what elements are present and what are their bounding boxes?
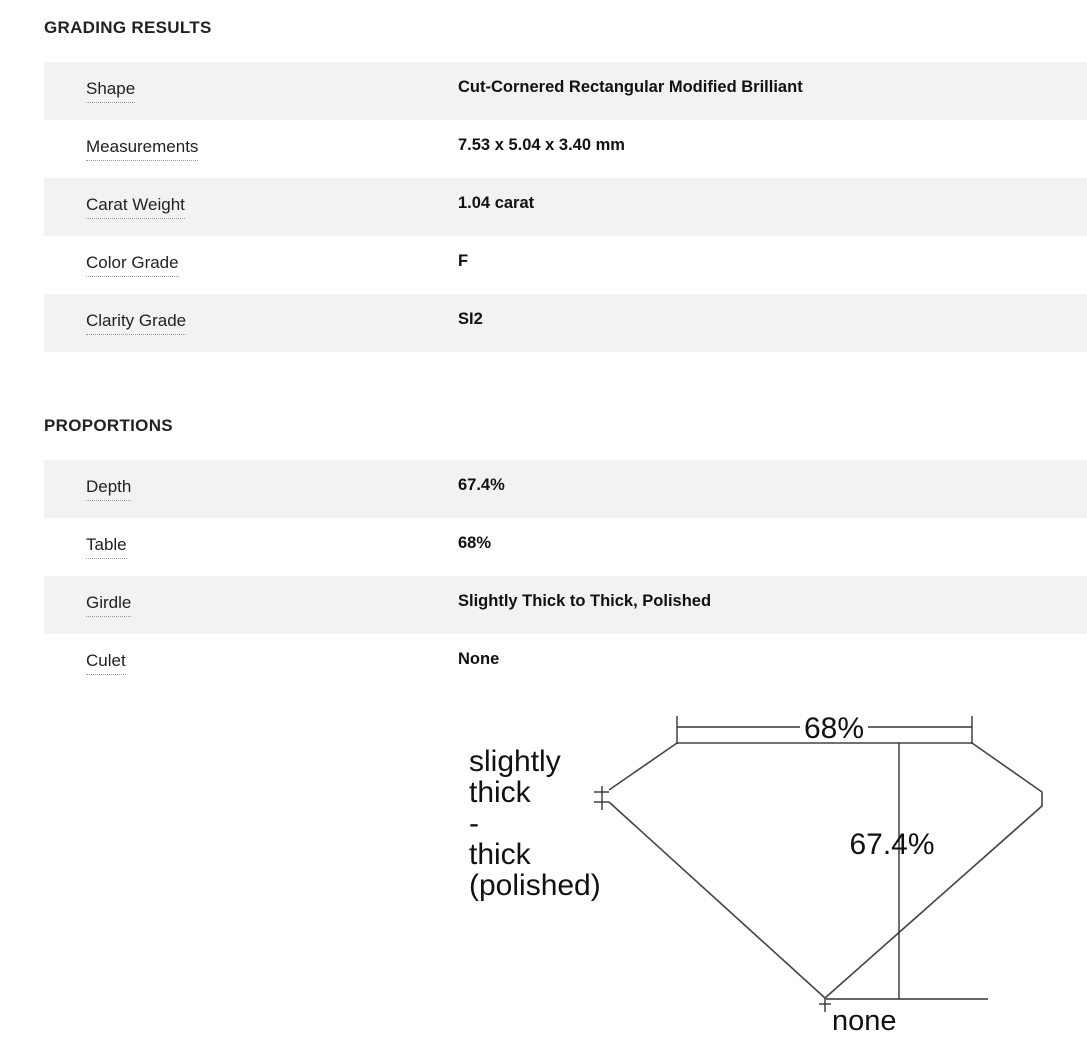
girdle-label[interactable]: Girdle [86, 593, 131, 617]
depth-value: 67.4% [458, 476, 505, 494]
girdle-text [469, 745, 601, 902]
grading-results-heading: GRADING RESULTS [44, 18, 212, 37]
girdle-marker [594, 786, 609, 810]
clarity-grade-value: SI2 [458, 310, 483, 328]
color-grade-value: F [458, 252, 469, 270]
girdle-value: Slightly Thick to Thick, Polished [458, 592, 712, 610]
measurements-label[interactable]: Measurements [86, 137, 198, 161]
girdle-text-line: thick [469, 776, 531, 809]
carat-weight-label[interactable]: Carat Weight [86, 195, 185, 219]
table-label[interactable]: Table [86, 535, 127, 559]
culet-label: none [832, 1005, 897, 1037]
girdle-text-line: - [469, 807, 479, 840]
proportions-heading: PROPORTIONS [44, 416, 173, 435]
measurements-value: 7.53 x 5.04 x 3.40 mm [458, 136, 625, 154]
clarity-grade-label[interactable]: Clarity Grade [86, 311, 186, 335]
culet-label[interactable]: Culet [86, 651, 126, 675]
depth-percent-label: 67.4% [849, 828, 935, 861]
color-grade-label[interactable]: Color Grade [86, 253, 179, 277]
table-value: 68% [458, 534, 492, 552]
culet-marker [819, 998, 831, 1012]
shape-value: Cut-Cornered Rectangular Modified Brilliant [458, 78, 803, 96]
carat-weight-value: 1.04 carat [458, 194, 535, 212]
girdle-text-line: slightly [469, 745, 561, 778]
girdle-text-line: thick [469, 838, 531, 871]
diamond-outline [609, 743, 1042, 998]
shape-label[interactable]: Shape [86, 79, 135, 103]
culet-value: None [458, 650, 500, 668]
girdle-text-line: (polished) [469, 869, 601, 902]
depth-label[interactable]: Depth [86, 477, 131, 501]
table-percent-label: 68% [803, 712, 865, 745]
